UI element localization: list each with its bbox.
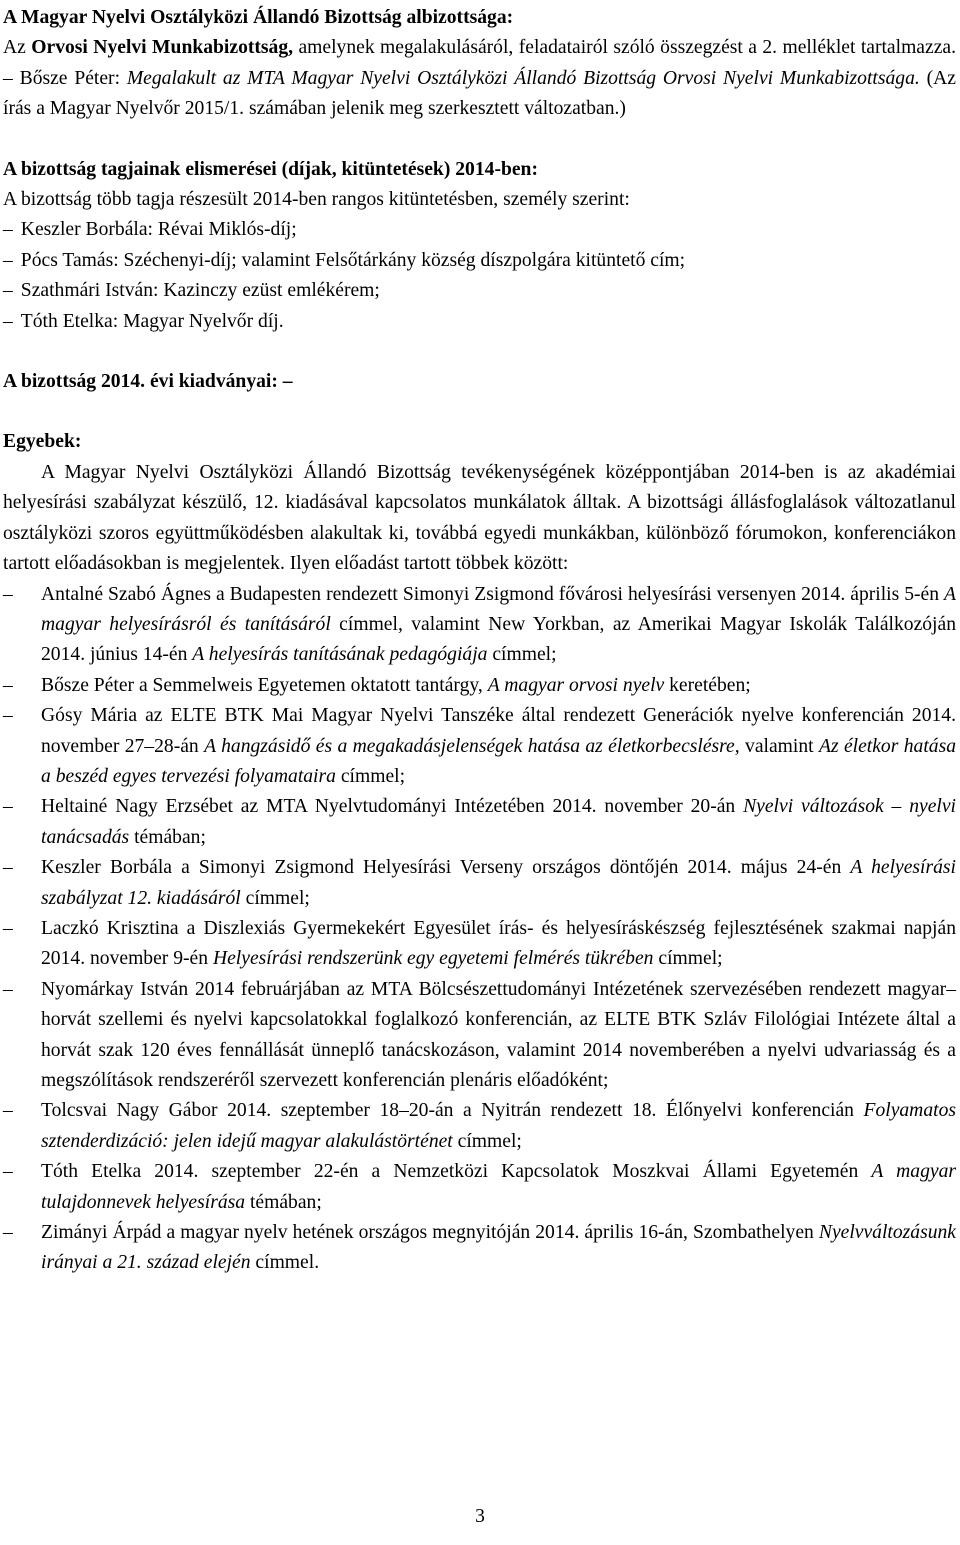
subcommittee-paragraph — [3, 33, 956, 124]
lecture-item — [3, 1096, 956, 1157]
other-heading: Egyebek: — [3, 431, 82, 453]
awards-heading: A bizottság tagjainak elismerései (díjak, kitüntetések) 2014-ben: — [3, 158, 538, 180]
lecture-item — [3, 701, 956, 792]
text-run: Antalné Szabó Ágnes a Budapesten rendezett Simonyi Zsigmond fővárosi helyesírási versenyen 2014. április 5-én — [41, 583, 945, 605]
page-content — [3, 3, 956, 1279]
award-item — [3, 307, 956, 337]
article-title: Megalakult az MTA Magyar Nyelvi Osztályközi Állandó Bizottság Orvosi Nyelvi Munkabizottsága. — [126, 67, 920, 89]
lecture-text — [41, 580, 956, 671]
dash-marker: – — [3, 674, 13, 696]
lecture-title: Helyesírási rendszerünk egy egyetemi felmérés tükrében — [212, 948, 654, 970]
dash-marker: – — [3, 857, 13, 879]
lecture-text — [41, 914, 956, 975]
lecture-title: Nyelvváltozásunk irányai a 21. század elején — [41, 1222, 956, 1274]
text-run: Bősze Péter a Semmelweis Egyetemen oktatott tantárgy, — [41, 674, 488, 696]
text-run: címmel, valamint New Yorkban, az Amerikai Magyar Iskolák Találkozóján 2014. június 14-én — [41, 613, 956, 666]
text-run: amelynek megalakulásáról, feladatairól szóló összegzést a 2. melléklet tartalmazza. – Bősze Péter: — [3, 37, 956, 89]
dash-marker: – — [3, 1161, 13, 1183]
lecture-item — [3, 975, 956, 1097]
lecture-text — [41, 671, 956, 701]
lecture-text — [41, 1096, 956, 1157]
lecture-title: A magyar orvosi nyelv — [487, 674, 665, 696]
award-text: Szathmári István: Kazinczy ezüst emlékérem; — [20, 280, 380, 302]
awards-intro: A bizottság több tagja részesült 2014-ben rangos kitüntetésben, személy szerint: — [3, 189, 630, 211]
lecture-text — [41, 701, 956, 792]
dash-marker: – — [3, 583, 13, 605]
lecture-item — [3, 580, 956, 671]
award-text: Tóth Etelka: Magyar Nyelvőr díj. — [20, 310, 284, 332]
dash-marker: – — [3, 249, 13, 271]
text-run: címmel; — [653, 948, 723, 970]
lecture-title: Nyelvi változások – nyelvi tanácsadás — [41, 796, 956, 848]
lecture-item — [3, 914, 956, 975]
text-run: (Az írás a Magyar Nyelvőr 2015/1. számában jelenik meg szerkesztett változatban.) — [3, 67, 956, 120]
dash-marker: – — [3, 1100, 13, 1122]
dash-marker: – — [3, 796, 13, 818]
page-number: 3 — [475, 1506, 485, 1527]
dash-marker: – — [3, 917, 13, 939]
text-run: Nyomárkay István 2014 februárjában az MTA Bölcsészettudományi Intézetének szervezésében rendezett magyar–horvát szellemi és nyelvi kapcsolatokkal foglalkozó konferencián, az ELTE BTK Szláv Filológiai Intézete által a horvát szak 120 éves fennállását ünneplő tanácskozáson, valamint 2014 novemberében a nyelvi udvariasság és a megszólítások rendszeréről szervezett konferencián plenáris előadóként; — [41, 978, 956, 1091]
text-run: Tolcsvai Nagy Gábor 2014. szeptember 18–20-án a Nyitrán rendezett 18. Élőnyelvi konferencián — [41, 1100, 864, 1122]
text-run: valamint — [739, 735, 819, 757]
dash-marker: – — [3, 978, 13, 1000]
text-run: címmel; — [335, 765, 406, 787]
lecture-title: A helyesírási szabályzat 12. kiadásáról — [41, 857, 956, 909]
dash-marker: – — [3, 705, 13, 727]
text-run: Gósy Mária az ELTE BTK Mai Magyar Nyelvi Tanszéke által rendezett Generációk nyelve konferencián 2014. november 27–28-án — [41, 705, 956, 757]
text-run: címmel. — [250, 1252, 320, 1274]
lecture-title: A hangzásidő és a megakadásjelenségek hatása az életkorbecslésre, — [204, 735, 740, 757]
awards-list — [3, 215, 956, 337]
lecture-item — [3, 792, 956, 853]
text-run: Laczkó Krisztina a Diszlexiás Gyermekekért Egyesület írás- és helyesíráskészség fejlesztésének szakmai napján 2014. november 9-én — [41, 917, 956, 970]
text-run: címmel; — [452, 1130, 522, 1152]
text-run: keretében; — [664, 674, 751, 696]
text-run: címmel; — [487, 644, 557, 666]
text-run: Keszler Borbála a Simonyi Zsigmond Helyesírási Verseny országos döntőjén 2014. május 24-én — [41, 857, 851, 879]
text-run: Tóth Etelka 2014. szeptember 22-én a Nemzetközi Kapcsolatok Moszkvai Állami Egyetemén — [41, 1161, 872, 1183]
text-run: témában; — [245, 1191, 322, 1213]
spacer — [3, 337, 956, 367]
lecture-text — [41, 792, 956, 853]
lecture-title: Folyamatos sztenderdizáció: jelen idejű magyar alakulástörténet — [41, 1100, 956, 1152]
spacer — [3, 125, 956, 155]
award-item — [3, 276, 956, 306]
dash-marker: – — [3, 1222, 13, 1244]
subcommittee-heading: A Magyar Nyelvi Osztályközi Állandó Bizottság albizottsága: — [3, 7, 514, 28]
lecture-item — [3, 1218, 956, 1279]
lecture-title: A helyesírás tanításának pedagógiája — [192, 644, 488, 666]
dash-marker: – — [3, 280, 13, 302]
lecture-item — [3, 853, 956, 914]
lecture-title: A magyar helyesírásról és tanításáról — [41, 583, 956, 635]
committee-name: Orvosi Nyelvi Munkabizottság, — [31, 37, 294, 59]
lecture-title: Az életkor hatása a beszéd egyes tervezési folyamataira — [41, 735, 956, 787]
award-item — [3, 246, 956, 276]
lecture-text — [41, 975, 956, 1097]
lecture-item — [3, 1157, 956, 1218]
award-item — [3, 215, 956, 245]
award-text: Pócs Tamás: Széchenyi-díj; valamint Felsőtárkány község díszpolgára kitüntető cím; — [20, 249, 686, 271]
dash-marker: – — [3, 310, 13, 332]
lecture-text — [41, 853, 956, 914]
dash-marker: – — [3, 219, 13, 241]
text-run: témában; — [129, 826, 206, 848]
lecture-item — [3, 671, 956, 701]
text-run: címmel; — [240, 887, 310, 909]
lecture-title: A magyar tulajdonnevek helyesírása — [41, 1161, 956, 1213]
text-run: Az — [3, 37, 32, 59]
publications-heading: A bizottság 2014. évi kiadványai: – — [3, 371, 293, 393]
lecture-text — [41, 1157, 956, 1218]
text-run: Heltainé Nagy Erzsébet az MTA Nyelvtudományi Intézetében 2014. november 20-án — [41, 796, 744, 818]
text-run: Zimányi Árpád a magyar nyelv hetének országos megnyitóján 2014. április 16-án, Szombathelyen — [41, 1222, 819, 1244]
other-paragraph: A Magyar Nyelvi Osztályközi Állandó Bizottság tevékenységének középpontjában 2014-ben is az akadémiai helyesírási szabályzat készülő, 12. kiadásával kapcsolatos munkálatok álltak. A bizottsági állásfoglalások változatlanul osztályközi szoros együttműködésben alakultak ki, továbbá egyedi munkákban, különböző fórumokon, konferenciákon tartott előadásokban is megjelentek. Ilyen előadást tartott többek között: — [3, 461, 956, 575]
spacer — [3, 397, 956, 427]
lectures-list — [3, 580, 956, 1279]
award-text: Keszler Borbála: Révai Miklós-díj; — [20, 219, 297, 241]
lecture-text — [41, 1218, 956, 1279]
